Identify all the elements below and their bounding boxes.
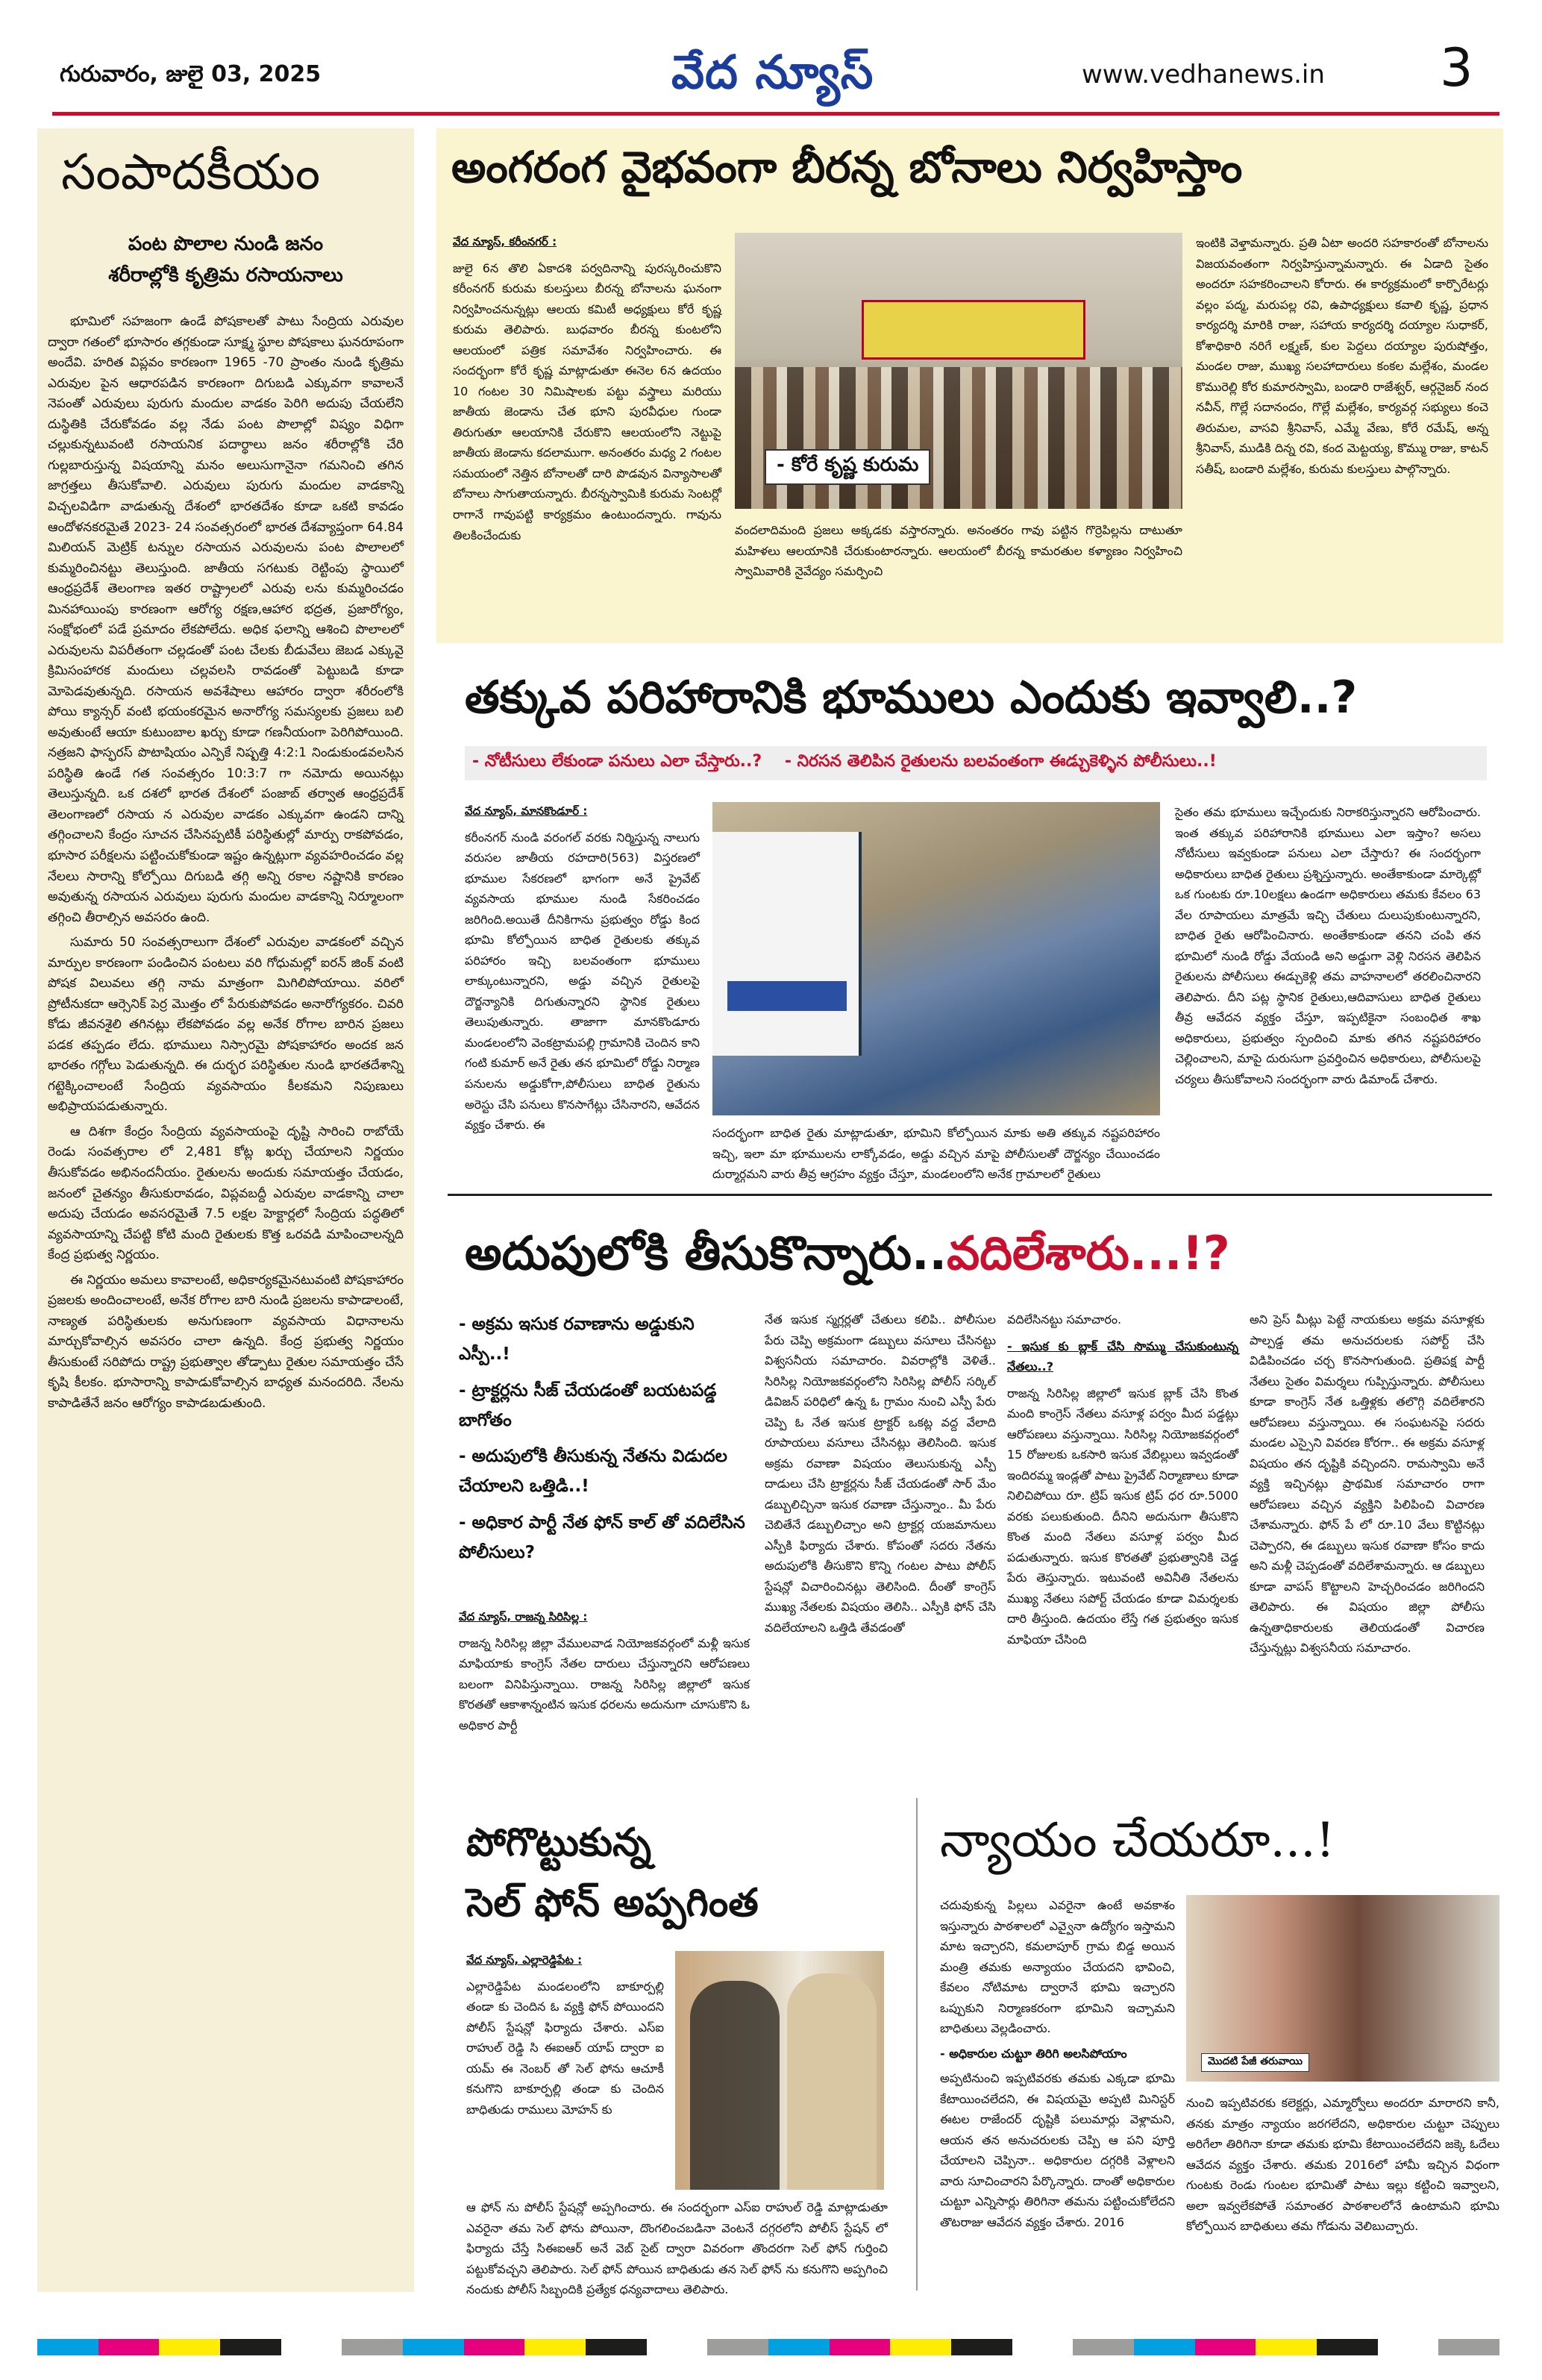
headline-line: పోగొట్టుకున్న <box>466 1820 651 1865</box>
kicker-line: - నిరసన తెలిపిన రైతులను బలవంతంగా ఈడ్చుకెళ్ళిన పోలీసులు..! <box>784 752 1217 771</box>
vehicle-stripe <box>727 981 847 1011</box>
story-column: నేత ఇసుక స్మగ్లర్లతో చేతులు కలిపి.. పోలీసుల పేరు చెప్పి అక్రమంగా డబ్బులు వసూలు చేసినట్టు విశ్వసనీయ సమాచారం. వివరాల్లోకి వెళితే.. సిరిసిల్ల నియోజకవర్గంలోని సిరిసిల్ల పోలీస్ సర్కిల్ డివిజన్ పరిధిలో ఉన్న ఓ గ్రామం నుంచి ఎస్పీ పేరు చెప్పి ఓ నేత ఇసుక ట్రాక్టర్ ఒకట్ల వద్ద వేలాది రూపాయలు వసూలు చేసినట్లు తెలిసింది. ఇసుక అక్రమ రవాణా విషయం తెలుసుకున్న ఎస్పీ దాడులు చేసి ట్రాక్టర్లను సీజ్ చేయడంతో సార్ మేం డబ్బులిచ్చినా ఇసుక రవాణా చేస్తున్నాం.. మీ పేరు చెబితేనే డబ్బులిచ్చాం అని ట్రాక్టర్ల యజమానులు ఎస్పీకి ఫిర్యాదు చేశారు. కోపంతో సదరు నేతను అదుపులోకి తీసుకొని కొన్ని గంటల పాటు పోలీస్ స్టేషన్లో విచారించినట్లు తెలిసింది. దీంతో కాంగ్రెస్ ముఖ్య నేతలకు విషయం తెలిసి.. ఎస్పీకి ఫోన్ చేసి వదిలేయాలని ఒత్తిడి తేవడంతో <box>765 1312 996 1635</box>
story-headline <box>465 1226 1230 1291</box>
headline-line: సెల్ ఫోన్ అప్పగింత <box>466 1880 759 1926</box>
color-swatch <box>951 2339 1012 2355</box>
phone-handover-photo <box>675 1951 884 2190</box>
editorial-paragraph: భూమిలో సహజంగా ఉండే పోషకాలతో పాటు సేంద్రియ ఎరువుల ద్వారా గతంలో భూసారం తగ్గకుండా సూక్ష్మ స్థూల పోషకాలు ఘనరూపంగా అందేవి. హరిత విప్లవం కారణంగా 1965 -70 ప్రాంతం నుండి కృత్రిమ ఎరువుల పైన ఆధారపడిన కారణంగా దిగుబడి ఎక్కువగా కావాలనే నెపంతో ఎరువులు పురుగు మందుల వాడకం పెరిగి అదుపు చేయలేని దుస్థితికి చేరుకోవడం వల్ల నేడు పంట పొలాల్లో విష్యం విధిగా చల్లుకున్నటువంటి రసాయనిక పదార్థాలు జనం శరీరాల్లోకి చేరి గుల్లబారుస్తున్న విషయాన్ని మనం అలుసుగానైనా గమనించి తగిన జాగ్రత్తలు తీసుకోవాలి. ఎరువులు పురుగు మందుల వాడకాన్ని విచ్చలవిడిగా వాడుతున్న దేశంలో భారతదేశం కూడా ఒకటి కావడం ఆందోళనకరమైతే 2023- 24 సంవత్సరంలో భారత దేశవ్యాప్తంగా 64.84 మిలియన్ మెట్రిక్ టన్నుల రసాయన ఎరువులను పంట పొలాలలో కుమ్మరించినట్టు తెలుస్తుంది. జాతీయ సగటుకు రెట్టింపు స్థాయిలో ఆంధ్రప్రదేశ్ తెలంగాణ ఇతర రాష్ట్రాలలో ఎరువు లను కుమ్మరించడం మినహాయింపు కారణంగా ఆరోగ్య రక్షణ,ఆహార భద్రత, ప్రజారోగ్యం, సంక్షోభంలో పడే ప్రమాదం లేకపోలేదు. అధిక ఫలాన్ని ఆశించి పొలాలలో ఎరువులను విపరీతంగా చల్లడంతో పంట చేలకు బీడువేలు జెబడ ఎక్కువై క్రిమిసంహారక మందులు చల్లవలసి రావడంతో పెట్టుబడి కూడా మోపెడవుతున్నది. రసాయన అవశేషాలు ఆహారం ద్వారా శరీరంలోకి పోయి క్యాన్సర్ వంటి భయంకరమైన అనారోగ్య సమస్యలకు ప్రజలు బలి అవుతుంటే ఆయా కుటుంబాల ఖర్చు కూడా గణనీయంగా పెరిగిపోయింది. నత్రజని ఫాస్ఫరస్ పొటాషియం ఎన్పికే నిష్పత్తి 4:2:1 నిండుకుండవలసిన పరిస్థితి ఉండే గత సంవత్సరం 10:3:7 గా నమోదు అయినట్లు తెలుస్తున్నది. ఒక దశలో భారత దేశంలో పంజాబ్ తర్వాత ఆంధ్రప్రదేశ్ తెలంగాణలో రసాయ న ఎరువుల వాడకం ఎక్కువగా ఉండని దాన్ని తగ్గించాలని కేంద్రం సూచన చేసినప్పటికీ పరిస్థితుల్లో మార్పు రాకపోవడం, భూసార పరీక్షలను పట్టించుకోకుండా ఇష్టం ఉన్నట్లుగా వ్యవహరించడం వల్ల నేలలు సారాన్ని కోల్పోయి దిగుబడి తగ్గి అన్ని రకాల నష్టానికి కారణం అవుతున్న రసాయన ఎరువులు పురుగు మందుల వాడకాన్ని నిర్మూలంగా తగ్గించి తీరాల్సిన అవసరం ఉంది. <box>48 314 404 925</box>
story-text: జులై 6న తొలి ఏకాదశి పర్వదినాన్ని పురస్కరించుకొని కరీంనగర్ కురుమ కులస్తులు బీరన్న బోనాలను ఘనంగా నిర్వహించనున్నట్లు ఆలయ కమిటీ అధ్యక్షులు కోరే కృష్ణ కురుమ తెలిపారు. బుధవారం బీరన్న కుంటలోని ఆలయంలో పత్రిక సమావేశం నిర్వహించారు. ఈ సందర్భంగా కోరే కృష్ణ మాట్లాడుతూ ఈనెల 6న ఉదయం 10 గంటల 30 నిమిషాలకు పట్టు వస్త్రాలు మరియు జాతీయ జెండాను చేత భూని పురవీధుల గుండా తిరుగుతూ ఆలయానికి చేరుకొని ఆలయంలోని నెట్టుపై జాతీయ జెండాను కదలాముగా. అనంతరం మధ్య 2 గంటల సమయంలో నెత్తిన బోనాలతో దారి పొడవున విన్యాసాలతో బోనాలు సాగుతాయన్నారు. బీరన్నస్వామికి కురుమ సెంటర్లో రాగానే గావుపట్టి కార్యక్రమం ఉంటుందన్నారు. గావును తిలకించేందుకు <box>453 260 721 542</box>
color-swatch <box>403 2339 464 2355</box>
story-phone-return <box>436 1798 903 2297</box>
color-swatch <box>647 2339 708 2355</box>
photo-caption: - కోరే కృష్ణ కురుమ <box>765 449 930 485</box>
editorial-column <box>37 128 414 2292</box>
color-swatch <box>586 2339 647 2355</box>
color-swatch <box>1438 2339 1499 2355</box>
story-column <box>466 1951 664 2193</box>
page-number: 3 <box>1440 37 1473 98</box>
story-text: ఎల్లారెడ్డిపేట మండలంలోని బాకూర్పల్లి తండా కు చెందిన ఓ వ్యక్తి ఫోన్ పోయిందని పోలీస్ స్టేషన్లో ఫిర్యాదు చేశారు. ఎస్ఐ రాహుల్ రెడ్డి సి ఈఐఆర్ యాప్ ద్వారా ఐ యమ్ ఈ నెంబర్ తో సెల్ ఫోను ఆచూకీ కనుగొని బాకూర్పల్లి తండా కు చెందిన బాధితుడు రాములు మోహన్ కు <box>466 1979 664 2117</box>
editorial-title: సంపాదకీయం <box>61 143 321 201</box>
story-headline: అంగరంగ వైభవంగా బీరన్న బోనాలు నిర్వహిస్తాం <box>451 142 1243 192</box>
story-sand-mafia <box>436 1205 1503 1787</box>
bullet-point: - అదుపులోకి తీసుకున్న నేతను విడుదల చేయాలని ఒత్తిడి..! <box>459 1447 727 1497</box>
color-swatch <box>707 2339 768 2355</box>
story-land-compensation <box>436 657 1503 1194</box>
story-column: సందర్భంగా బాధిత రైతు మాట్లాడుతూ, భూమిని కోల్పోయిన మాకు అతి తక్కువ నష్టపరిహారం ఇచ్చి, ఇలా మా భూములను లాక్కోవడం, అడ్డు వచ్చిన మాపై పోలీసులతో దౌర్జన్యం చేయించడం దుర్మార్గమని వారు తీవ్ర ఆగ్రహం వ్యక్తం చేస్తూ, మండలంలోని అనేక గ్రామాలలో రైతులు <box>712 1126 1160 1182</box>
story-bonalu <box>436 128 1503 643</box>
story-text: వదిలేసినట్టు సమాచారం. <box>1007 1312 1122 1327</box>
police-vehicle-image <box>712 832 862 1056</box>
section-divider <box>448 1194 1492 1196</box>
color-swatch <box>220 2339 281 2355</box>
color-swatch <box>768 2339 830 2355</box>
photo-caption: మొదటి పేజీ తరువాయి <box>1201 2053 1309 2072</box>
story-column <box>453 233 721 621</box>
color-swatch <box>1073 2339 1134 2355</box>
masthead <box>52 37 1499 112</box>
story-headline: న్యాయం చేయరూ...! <box>940 1813 1335 1868</box>
story-headline <box>466 1813 759 1933</box>
kicker-line: - నోటీసులు లేకుండా పనులు ఎలా చేస్తారు..? <box>472 752 762 771</box>
dateline: వేద న్యూస్, ఎల్లారెడ్డిపేట : <box>466 1953 583 1967</box>
story-column <box>1007 1309 1238 1772</box>
color-swatch <box>1195 2339 1256 2355</box>
website-link[interactable]: www.vedhanews.in <box>1082 60 1325 90</box>
story-text: చదువుకున్న పిల్లలు ఎవరైనా ఉంటే అవకాశం ఇస్తున్నారు పాఠశాలలో ఎవ్వైనా ఉద్యోగం ఇస్తామని మాట ఇచ్చారని, కమలాపూర్ గ్రామ బిడ్డ అయిన మంత్రి తమకు అన్యాయం చేయదని భావించి, కేవలం నోటిమాట ద్వారానే భూమి ఇచ్చారని ఒప్పుకుని నిర్మాణకరంగా భూమిని ఇచ్చామని బాధితులు వెల్లడించారు. <box>940 1898 1175 2036</box>
headline-part: అదుపులోకి తీసుకొన్నారు.. <box>465 1226 947 1280</box>
story-column: సైతం తమ భూములు ఇచ్చేందుకు నిరాకరిస్తున్నారని ఆరోపించారు. ఇంత తక్కువ పరిహారానికి భూములు ఎలా ఇస్తాం? అసలు నోటీసులు ఇవ్వకుండా పనులు ఎలా చేస్తారు? ఈ సందర్భంగా అధికారులు బాధిత రైతులు ప్రశ్నిస్తున్నారు. అంతేకాకుండా మార్కెట్లో ఒక గుంటకు రూ.10లక్షలు ఉండగా అధికారులు తమకు కేవలం 63 వేల రూపాయలు మాత్రమే ఇచ్చి చేతులు దులుపుకుంటున్నారని, బాధిత రైతు ఆరోపించినారు. అంతేకాకుండా తనని చంపి తన భూమిలో నుండి రోడ్డు వేయండి అని అడ్డుగా వెళ్లి నిరసన తెలిపిన రైతులను పోలీసులు ఈడ్చుకెళ్లి తమ వాహనాలలో తరలించినారని తెలిపారు. దీని పట్ల స్థానిక రైతులు,ఆదివాసులు బాధిత రైతులు తీవ్ర ఆవేదన వ్యక్తం చేస్తూ, ఇప్పటికైనా సంబంధిత శాఖ అధికారులు, ప్రభుత్వం స్పందించి మాకు తగిన నష్టపరిహారం చెల్లించాలని, మాపై దురుసుగా ప్రవర్తించిన అధికారులు, పోలీసులపై చర్యలు తీసుకోవాలని సందర్భంగా వారు డిమాండ్ చేశారు. <box>1175 805 1481 1086</box>
dateline: వేద న్యూస్, మానకొండూర్ : <box>465 804 588 818</box>
color-swatch <box>98 2339 160 2355</box>
dateline: వేద న్యూస్, కరీంనగర్ : <box>453 235 557 248</box>
color-swatch <box>890 2339 951 2355</box>
color-swatch <box>1012 2339 1074 2355</box>
officer-figure <box>787 1973 877 2190</box>
subheading: - ఇసుక కు బ్లాక్ చేసి సొమ్ము చేసుకుంటున్న నేతలు..? <box>1007 1338 1238 1374</box>
victims-photo <box>1186 1895 1499 2082</box>
column-divider <box>916 1798 918 2290</box>
editorial-subtitle: పంట పొలాల నుండి జనం శరీరాల్లోకి కృత్రిమ రసాయనాలు <box>108 233 343 286</box>
story-text: అప్పటినుంచి ఇప్పటివరకు తమకు ఎక్కడా భూమి కేటాయించలేదని, ఈ విషయమై అప్పటి మినిస్టర్ ఈటల రాజేందర్ దృష్టికి పలుమార్లు వెళ్లామని, ఆయన తన అనుచరులకు చెప్పి ఆ పని పూర్తి చేయాలని చెప్పినా.. అధికారుల దగ్గరికి వెళ్లాలని వారు సూచించారని పేర్కొన్నారు. దాంతో అధికారుల చుట్టూ ఎన్నిసార్లు తిరిగినా తమను పట్టించుకోలేదని తొటరాజు ఆవేదన వ్యక్తం చేశారు. 2016 <box>940 2071 1175 2229</box>
headline-part-red: వదిలేశారు...!? <box>947 1226 1230 1280</box>
issue-date: గురువారం, జులై 03, 2025 <box>60 61 322 87</box>
color-swatch <box>342 2339 403 2355</box>
story-column: ఆ ఫోన్ ను పోలీస్ స్టేషన్లో అప్పగించారు. ఈ సందర్భంగా ఎస్ఐ రాహుల్ రెడ్డి మాట్లాడుతూ ఎవరైనా తమ సెల్ ఫోను పోయినా, దొంగలించబడినా వెంటనే దగ్గరలోని పోలీస్ స్టేషన్ లో ఫిర్యాదు చేస్తే సిఈఐఆర్ అనే వెబ్ సైట్ ద్వారా వివరంగా తొందరగా సెల్ ఫోన్ గుర్తించి పట్టుకోవచ్చని తెలిపారు. సెల్ ఫోన్ పోయిన బాధితుడు తన సెల్ ఫోన్ ను కనుగొని అప్పగించి నందుకు పోలీస్ సిబ్బందికి ప్రత్యేక ధన్యవాదాలు తెలిపారు. <box>466 2200 888 2297</box>
story-bullets <box>459 1309 750 1573</box>
story-column <box>465 802 700 1133</box>
story-text: కరీంనగర్ నుండి వరంగల్ వరకు నిర్మిస్తున్న నాలుగు వరుసల జాతీయ రహదారి(563) విస్తరణలో భూముల సేకరణలో భాగంగా అనే ప్రైవేట్ వ్యవసాయ భూముల నుండి సేకరించడం జరిగింది.అయితే దీనికిగాను ప్రభుత్వం రోడ్డు కింద భూమి కోల్పోయిన బాధిత రైతులకు తక్కువ పరిహారం ఇచ్చి బలవంతంగా భూములు లాక్కుంటున్నారని, అడ్డు వచ్చిన రైతులపై దౌర్జన్యానికి దిగుతున్నారని స్థానిక రైతులు తెలుపుతున్నారు. తాజాగా మానకొండూరు మండలంలోని వెంకట్రామపల్లి గ్రామానికి చెందిన కాని గంటి కుమార్ అనే రైతు తన భూమిలో రోడ్డు నిర్మాణ పనులను అడ్డుకోగా,పోలీసులు బాధిత రైతును అరెస్టు చేసి పనులు కొనసాగేట్లు చేసినారని, ఆవేదన వ్యక్తం చేశారు. ఈ <box>465 830 700 1133</box>
bullet-point: - అధికార పార్టీ నేత ఫోన్ కాల్ తో వదిలేసిన పోలీసులు? <box>459 1512 745 1562</box>
story-headline: తక్కువ పరిహారానికి భూములు ఎందుకు ఇవ్వాలి..? <box>465 671 1358 724</box>
banner-image <box>862 300 1085 360</box>
color-swatch <box>1378 2339 1439 2355</box>
bullet-point: - ట్రాక్టర్లను సీజ్ చేయడంతో బయటపడ్డ బాగోతం <box>459 1380 717 1430</box>
color-swatch <box>830 2339 891 2355</box>
color-swatch <box>159 2339 220 2355</box>
editorial-body <box>48 312 404 1414</box>
story-column: ఇంటికి వెళ్తామన్నారు. ప్రతి ఏటా అందరి సహకారంతో బోనాలను విజయవంతంగా నిర్వహిస్తున్నామన్నారు. ఈ ఏడాది సైతం అందరూ సహకరించాలని కోరారు. ఈ కార్యక్రమంలో కార్పొరేటర్లు వల్లం పద్మ, మరుపల్ల రవి, ఉపాధ్యక్షులు కవాలి కృష్ణ, ప్రధాన కార్యదర్శి మారికి రాజు, సహాయ కార్యదర్శి దయ్యాల సుధాకర్, కోశాధికారి నరిగే లక్ష్మణ్, కుల పెద్దలు దయ్యాల పురుషోత్తం, మండల రాజు, ముఖ్య సలహాదారులు కంకల మల్లేశం, మండల కొమురెల్లి కోర కుమారస్వామి, బండారి రాజేశ్వర్, ఆర్గనైజర్ నంద నవీన్, గొల్లే సదానందం, గొల్లే మల్లేశం, కార్యవర్గ సభ్యులు కంచె తిరుమల, వాసవి శ్రీనివాస్, ఎమ్మే వేణు, కోరే రమేష్, అన్న శ్రీనివాస్, ముడికి దిన్న రవి, కంద మెట్టయ్య, కొమ్ము రాజు, కాటన్ సతీష్, బండారి మల్లేశం, కురుమ కులస్తులు పాల్గొన్నారు. <box>1196 236 1488 476</box>
story-text: రాజన్న సిరిసిల్ల జిల్లాలో ఇసుక బ్లాక్ చేసి కొంత మంది కాంగ్రెస్ నేతలు వసూళ్ల పర్వం మీద పడ్డట్లు ఆరోపణలు వస్తున్నాయి. సిరిసిల్ల నియోజకవర్గంలో 15 రోజులకు ఒకసారి ఇసుక వేబిల్లులు ఇవ్వడంతో ఇందిరమ్మ ఇండ్లతో పాటు ప్రైవేట్ నిర్మాణాలు కూడా నిలిచిపోయి రూ. ట్రిప్ ఇసుక ట్రిప్ ధర రూ.5000 వరకు పలుకుతుంది. దీనిని అదునుగా తీసుకొని కొంత మంది నేతలు వసూళ్ల పర్వం మీద పడుతున్నారు. ఇసుక కొరతతో ప్రభుత్వానికి చెడ్డ పేరు తెస్తున్నారు. ఇటువంటి అవినీతి నేతలను ముఖ్య నేతలు సపోర్ట్ చేయడం కూడా విమర్శలకు దారి తీస్తుంది. ఉదయం లేస్తే గత ప్రభుత్వం ఇసుక మాఫియా చేసింది <box>1007 1385 1238 1647</box>
story-column <box>940 1895 1175 2283</box>
editorial-paragraph: ఈ నిర్ణయం అమలు కావాలంటే, అధికార్యకమైనటువంటి పోషకాహారం ప్రజలకు అందించాలంటే, అనేక రోగాల బారి నుండి ప్రజలను కాపాడాలంటే, నాణ్యత పరిస్థితులకు అనుగుణంగా వ్యవసాయ విధానాలను మార్చుకోవాల్సిన అవసరం చాలా ఉన్నది. కేంద్ర ప్రభుత్వ నిర్ణయం తీసుకుంటే సరిపోదు రాష్ట్ర ప్రభుత్వాల తోడ్పాటు రైతుల సమాయత్తం చేసే కృషి కీలకం. భూసారాన్ని కాపాడుకోవాల్సిన బాధ్యత మనందరిది. నేలను కాపాడితేనే జనం ఆరోగ్యం కాపాడబడుతుంది. <box>48 1272 404 1411</box>
color-swatch <box>524 2339 586 2355</box>
story-text: రాజన్న సిరిసిల్ల జిల్లా వేములవాడ నియోజకవర్గంలో మళ్లీ ఇసుక మాఫియాకు కాంగ్రెస్ నేతల దారులు చేస్తున్నారని ఆరోపణలు బలంగా వినిపిస్తున్నాయి. రాజన్న సిరిసిల్ల జిల్లాలో ఇసుక కొరతతో ఆకాశాన్నంటిన ఇసుక ధరలను అదునుగా చూసుకొని ఓ అధికార పార్టీ <box>459 1635 750 1732</box>
press-meet-photo <box>735 233 1182 509</box>
dateline: వేద న్యూస్, రాజన్న సిరిసిల్ల : <box>459 1610 588 1623</box>
color-swatch <box>281 2339 342 2355</box>
people-image <box>735 367 1182 509</box>
police-farmer-photo <box>712 802 1160 1115</box>
story-column: అని ప్రెస్ మీట్లు పెట్టే నాయకులు అక్రమ వసూళ్లకు పాల్పడ్డ తమ అనుచరులకు సపోర్ట్ చేసి విడిపించడం చర్చ కొనసాగుతుంది. ప్రతిపక్ష పార్టీ నేతలు సైతం విమర్శలు గుప్పిస్తున్నారు. పోలీసులు కూడా కాంగ్రెస్ నేత ఒత్తిళ్లకు తలొగ్గి వదిలేశారని ఆరోపణలు వస్తున్నాయి. ఈ సంఘటనపై సదరు మండల ఎస్సైని వివరణ కోరగా.. ఈ అక్రమ వసూళ్ల విషయం తన దృష్టికి వచ్చిందని. రామస్వామి అనే వ్యక్తి ఇచ్చినట్లు ప్రాథమిక సమాచారం రాగా ఆరోపణలు వచ్చిన వ్యక్తిని పిలిపించి విచారణ చేశామన్నారు. ఫోన్ పే లో రూ.10 వేలు కొట్టినట్లు చెప్పారని, ఈ డబ్బులు ఇసుక రవాణా కోసం కాదు అని మళ్లీ చెప్పడంతో వదిలేశామన్నారు. ఆ డబ్బులు కూడా వాపస్ కొట్టాలని హెచ్చరించడం జరిగిందని తెలిపారు. ఈ విషయం జిల్లా పోలీసు ఉన్నతాధికారులకు తెలియడంతో విచారణ చేస్తున్నట్లు విశ్వసనీయ సమాచారం. <box>1250 1312 1485 1656</box>
print-color-bar <box>37 2339 1499 2355</box>
newspaper-logo: వేద న్యూస్ <box>671 45 874 99</box>
editorial-paragraph: ఆ దిశగా కేంద్రం సేంద్రియ వ్యవసాయంపై దృష్టి సారించి రాబోయే రెండు సంవత్సరాల లో 2,481 కోట్ల ఖర్చు చేయాలని నిర్ణయం తీసుకోవడం అభినందనీయం. రైతులను అందుకు సమాయత్తం చేయడం, జనంలో చైతన్యం తీసుకురావడం, విప్లవబద్దీ ఎరువుల వాడకాన్ని చాలా అదుపు చేయడం అవసరమైతే 7.5 లక్షల హెక్టార్లలో సేంద్రియ పద్ధతిలో వ్యవసాయాన్ని చేపట్టి కోటి మంది రైతులకు కొత్త ఒరవడి మాపించాలన్నది కేంద్ర ప్రభుత్వ నిర్ణయం. <box>48 1124 404 1263</box>
bullet-point: - అక్రమ ఇసుక రవాణాను అడ్డుకుని ఎస్పీ..! <box>459 1315 695 1365</box>
story-column: వందలాదిమంది ప్రజలు అక్కడకు వస్తారన్నారు. అనంతరం గావు పట్టిన గొర్రెపిల్లను దాటుతూ మహిళలు ఆలయానికి చేరుకుంటారన్నారు. ఆలయంలో బీరన్న కామరతుల కళ్యాణం నిర్వహించి స్వామివారికి నైవేద్యం సమర్పించి <box>735 523 1182 579</box>
person-figure <box>690 1981 780 2190</box>
editorial-paragraph: సుమారు 50 సంవత్సరాలుగా దేశంలో ఎరువుల వాడకంలో వచ్చిన మార్పుల కారణంగా పండించిన పంటలు వరి గోధుమల్లో ఐరన్ జింక్ వంటి పోషక విలువలు తగ్గి నామ మాత్రంగా మిగిలిపోయాయి. వరిలో ప్రోటీనుకదా ఆర్సెనిక్ పెర్ర మొత్తం లో పేరుకుపోవడం అనారోగ్యకరం. చివరి కోడు జీవనశైలి తగినట్లు లేకపోవడం వల్ల అనేక రోగాల బారిన ప్రజలు పడక తప్పడం లేదు. భూములు నిస్సారమై పోషకాహారం అందక జన భారతం గగ్గోలు పెడుతున్నది. ఈ దుర్భర పరిస్థితుల నుండి భారతదేశాన్ని గట్టెక్కించాలంటే సేంద్రియ వ్యవసాయం కీలకమని నిపుణులు అభిప్రాయపడుతున్నారు. <box>48 935 404 1115</box>
color-swatch <box>464 2339 525 2355</box>
color-swatch <box>1256 2339 1317 2355</box>
color-swatch <box>37 2339 98 2355</box>
story-column: నుంచి ఇప్పటివరకు కలెక్టర్లు, ఎమ్మార్వోలు అందరూ మారారని కానీ, తనకు మాత్రం న్యాయం జరగలేదని, అధికారుల చుట్టూ చెప్పులు అరిగేలా తిరిగినా కూడా తమకు భూమి కేటాయించలేదని జక్కె ఓదేలు ఆవేదన వ్యక్తం చేశారు. తమకు 2016లో హామీ ఇచ్చిన విధంగా గుంటకు రెండు గుంటల భూమితో పాటు ఇల్లు కట్టించి ఇవ్వాలని, అలా ఇవ్వలేకపోతే సమాంతర పాఠశాలలోనే ఉంటామని భూమి కోల్పోయిన బాధితులు తమ గోడును వెలిబుచ్చారు. <box>1186 2096 1499 2234</box>
story-justice <box>925 1798 1507 2290</box>
subheading: - అధికారుల చుట్టూ తిరిగి అలసిపోయాం <box>940 2046 1127 2061</box>
story-kicker <box>465 746 1487 780</box>
color-swatch <box>1317 2339 1378 2355</box>
story-column <box>459 1608 750 1772</box>
color-swatch <box>1134 2339 1195 2355</box>
masthead-rule <box>52 112 1499 116</box>
